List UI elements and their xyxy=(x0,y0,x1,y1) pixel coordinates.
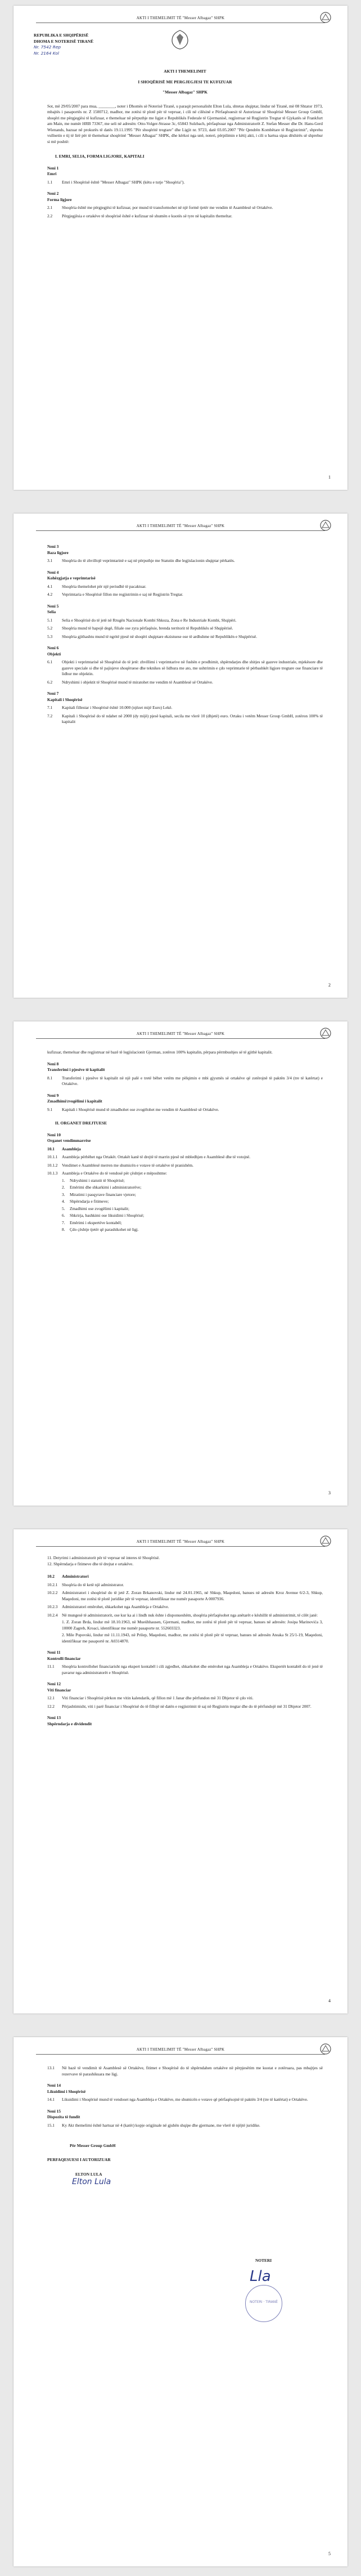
clause-6-1: 6.1 Objekti i veprimtarisë së Shoqërisë do të jetë: zhvillimi i veprimtarive në fushën e prodhimit, shpërndarjes dhe shitjes së gazeve industriale, mjekësore dhe gazeve speciale si dhe të pajisjeve shoqëruese dhe teknikes së lidhura me ato, me ushtrimin e çdo veprimtarie të përbashkët ligjore tregtare ose financiare të lidhur me objektin. xyxy=(47,659,323,676)
list-item: 12. Shpërndarja e fitimeve dhe të drejtat e ortakëve. xyxy=(47,1561,134,1566)
authorized-rep-label: PERFAQESUESI I AUTORIZUAR xyxy=(47,2157,111,2162)
clause-5-3: 5.3 Shoqëria gjithashtu mund të ngritë pjesë në shoqëri shqiptare ekzistuese ose të ardhshme në Republikën e Shqipërisë. xyxy=(47,633,258,639)
albagaz-logo-icon xyxy=(319,1027,332,1039)
list-item: 6. Shkrirja, bashkimi ose likuidimi i Shoqërisë; xyxy=(62,1213,145,1218)
title-act: AKTI I THEMELIMIT xyxy=(164,69,206,74)
clause-8-1: 8.1 Transferimi i pjesëve të kapitalit në një palë e tretë bëhet vetëm me pëlqimin e mbi gjysmës së ortakëve që zotërojnë të paktën 3/4 (tre të katërtat) e Ortakëve. xyxy=(47,1075,323,1086)
list-item: 7. Emërimi i ekspertëve kontabël; xyxy=(62,1220,122,1225)
clause-10-2-3: 10.2.3 Administratori emërohet, shkarkohet nga Asambleja e Ortakëve. xyxy=(47,1604,169,1609)
article-11-title: Kontrolli financiar xyxy=(47,1655,81,1661)
page-1 xyxy=(13,6,348,490)
article-15-title: Dispozita të fundit xyxy=(47,2114,80,2119)
list-item: 1. Ndryshimi i statutit të Shoqërisë; xyxy=(62,1177,125,1183)
clause-3-1: 3.1 Shoqëria do të zhvillojë veprimtarinë e saj në përputhje me Statutin dhe legjislacionin shqiptar përkatës. xyxy=(47,558,235,563)
clause-6-2: 6.2 Ndryshimi i objektit të Shoqërisë mund të miratohet me vendim të Asamblesë së Ortakëve. xyxy=(47,679,213,685)
clause-15-1: 15.1 Ky Akt themelimi është hartuar në 4 (katër) kopje origjinale në gjuhën shqipe dhe gjermane, me vlerë të njëjtë juridike. xyxy=(47,2122,260,2128)
article-5-number: Neni 5 xyxy=(47,603,59,609)
clause-10-2-2: 10.2.2 Administratori i shoqërisë do të jetë Z. Zoran Brkanovski, lindur më 24.01.1965, në Shkup, Maqedoni, banues në adresën Kroz Avenue 6/2-3, Shkup, Maqedoni, me zotësi të plotë juridike për të vepruar, identifikuar me numër pasaporte A 0007936. xyxy=(47,1590,323,1601)
title-company-type: I SHOQËRISË ME PERGJEGJESI TE KUFIZUAR xyxy=(138,79,232,84)
article-9-number: Neni 9 xyxy=(47,1092,59,1098)
clause-13-1: 13.1 Në bazë të vendimit të Asamblesë së Ortakëve, fitimet e Shoqërisë do të shpërndahen ortakëve në përpjesëtim me kuotat e zotëruara, pas mbajtjes së rezervave të parashikuara me ligj. xyxy=(47,2065,323,2077)
article-3-number: Neni 3 xyxy=(47,544,59,549)
article-2-number: Neni 2 xyxy=(47,191,59,196)
albagaz-logo-icon xyxy=(319,2043,332,2055)
article-14-number: Neni 14 xyxy=(47,2083,61,2088)
clause-12-2: 12.2 Përjashtimisht, viti i parë financiar i Shoqërisë do të fillojë në datën e regjistrimit të saj në Regjistrin tregtar dhe do të përfundojë më 31 Dhjetor 2007. xyxy=(47,1703,312,1709)
article-15-number: Neni 15 xyxy=(47,2108,61,2114)
article-7-title: Kapitali i Shoqërisë xyxy=(47,697,83,702)
republic-heading: REPUBLIKA E SHQIPËRISË xyxy=(34,33,89,38)
clause-10-2: 10.2 Administratori xyxy=(47,1574,89,1579)
page-number: 1 xyxy=(328,475,331,480)
page-number: 5 xyxy=(328,2551,331,2556)
article-6-title: Objekti xyxy=(47,651,61,657)
signature-elton-lula: Elton Lula xyxy=(72,2177,111,2186)
intro-paragraph: Sot, më 29/05/2007 para mua, ________, noter i Dhomës së Noterisë Tiranë, u paraqit personalisht Elton Lula, shtetas shqiptar, lindur në Tiranë, më 08 Shtator 1973, mbajtës i pasaportës nr. Z 1500712, madhor, me zotësi të plotë për të vepruar, i cili në cilësinë e Përfaqësuesit të Autorizuar të Shoqërisë Messer Group GmbH, shoqëri me përgjegjësi të kufizuar, e themeluar në përputhje me ligjet e Republikës Federale të Gjermanisë, regjistruar në Regjistrin Tregtar të Gjykatës së Frankfurt am Main, me numër HRB 73367, me seli në adresën: Otto-Volger-Strasse 3c, 65843 Sulzbach, përfaqësuar nga Administratorët Z. Stefan Messer dhe Dr. Hans-Gerd Wienands, bazuar në prokurës të datës 19.11.1995 "Për shoqëritë tregtare" dhe Ligjit nr. 9723, datë 03.05.2007 "Për Qendrën Kombëtare të Regjistrimit", shprehu vullnetin e tij të lirë për të themeluar shoqërinë "Messer Albagaz" SHPK, dhe kërkoi nga unë, noteri, përpilimin e këtij akti, i cili u hartua sipas dëshirës së shprehur si më poshtë: xyxy=(47,103,323,144)
section-ii-heading: II. ORGANET DREJTUESE xyxy=(55,1120,107,1126)
page-3 xyxy=(13,1021,348,1506)
board-member-1: 1. Z. Zoran Brda, lindur më 18.10.1963, në Mueühhausen, Gjermani, madhor, me zotësi të plotë për të vepruar, banues në adresën: Josipa Marinovića 3, 10000 Zagreb, Kroaci, identifikuar me numër pasaporte nr. 552603323. xyxy=(62,1619,323,1631)
article-4-number: Neni 4 xyxy=(47,569,59,575)
page-number: 4 xyxy=(328,1998,331,2003)
board-member-2: 2. Mile Popovski, lindur më 11.11.1943, në Prilep, Maqedoni, madhor, me zotësi të plotë për të vepruar, banues në adresën Ateaka St 25/1-19, Maqedoni, identifikuar me pasaportë nr. A0314870. xyxy=(62,1632,323,1644)
running-header: AKTI I THEMELIMIT TË "Messer Albagaz" SHPK xyxy=(36,2046,325,2055)
article-8-title: Transferimi i pjesëve të kapitalit xyxy=(47,1067,105,1072)
clause-11-1: 11.1 Shoqëria kontrollohet financiarisht nga ekspert kontabël i cili zgjedhet, shkarkohet dhe emërohet nga Asambleja e Ortakëve. Ekspertët kontabël do të jenë të pavarur nga administratorët e Shoqërisë. xyxy=(47,1664,323,1675)
article-6-number: Neni 6 xyxy=(47,645,59,650)
title-company-name: "Messer Albagaz" SHPK xyxy=(163,90,207,95)
page-number: 3 xyxy=(328,1490,331,1495)
article-13-title: Shpërndarja e dividendit xyxy=(47,1721,92,1726)
continued-paragraph: kufizuar, themeluar dhe regjistruar në bazë të legjislacionit Gjerman, zotëron 100% kapitalin, përpara përmbushjes së të gjithë kapitalit. xyxy=(47,1050,273,1055)
list-item: 11. Detyrimi i administratorit për të vepruar në interes të Shoqërisë. xyxy=(47,1555,160,1560)
clause-7-1: 7.1 Kapitali fillestar i Shoqërisë është 10.000 (njëzet mijë Euro) Lekë. xyxy=(47,705,173,710)
article-4-title: Kohëzgjatja e veprimtarisë xyxy=(47,575,96,581)
clause-4-2: 4.2 Veprimtaria e Shoqërisë fillon me regjistrimin e saj në Regjistrin Tregtar. xyxy=(47,592,183,597)
page-number: 2 xyxy=(328,983,331,988)
article-12-title: Viti financiar xyxy=(47,1687,71,1693)
signatory-name: ELTON LULA xyxy=(75,2172,102,2177)
notary-label: NOTERI xyxy=(255,2258,272,2263)
list-item: 2. Emërimi dhe shkarkimi i administratorëve; xyxy=(62,1185,142,1190)
notary-stamp: NOTERI · TIRANË xyxy=(245,2285,282,2322)
albagaz-logo-icon xyxy=(319,1535,332,1547)
clause-1-1: 1.1 Emri i Shoqërisë është "Messer Albagaz" SHPK (këtu e tutje "Shoqëria"). xyxy=(47,179,185,185)
clause-4-1: 4.1 Shoqëria themelohet për një periudhë të pacaktuar. xyxy=(47,583,147,589)
article-7-number: Neni 7 xyxy=(47,691,59,696)
article-3-title: Baza ligjore xyxy=(47,550,69,555)
running-header: AKTI I THEMELIMIT TË "Messer Albagaz" SHPK xyxy=(36,523,325,531)
clause-10-1-2: 10.1.2 Vendimet e Asamblesë merren me shumicën e votave të ortakëve të pranishëm. xyxy=(47,1162,193,1168)
running-header: AKTI I THEMELIMIT TË "Messer Albagaz" SHPK xyxy=(36,1030,325,1039)
page-2 xyxy=(13,514,348,998)
running-header: AKTI I THEMELIMIT TË "Messer Albagaz" SHPK xyxy=(36,1538,325,1547)
article-14-title: Likuidimi i Shoqërisë xyxy=(47,2088,86,2094)
clause-5-2: 5.2 Shoqëria mund të hapojë degë, filiale ose zyra përfaqësie, brenda territorit të Republikës së Shqipërisë. xyxy=(47,626,233,631)
clause-10-1: 10.1 Asambleja xyxy=(47,1146,81,1151)
article-10-number: Neni 10 xyxy=(47,1132,61,1137)
list-item: 4. Shpërndarja e fitimeve; xyxy=(62,1199,109,1204)
clause-12-1: 12.1 Viti financiar i Shoqërisë përkon me vitin kalendarik, që fillon më 1 Janar dhe përfundon më 31 Dhjetor të çdo viti. xyxy=(47,1695,254,1700)
clause-2-1: 2.1 Shoqëria është me përgjegjësi të kufizuar, por mund të transformohet në një formë tjetër me vendim të Asamblesë së Ortakëve. xyxy=(47,205,273,210)
article-2-title: Forma ligjore xyxy=(47,197,72,202)
albagaz-logo-icon xyxy=(319,519,332,532)
clause-10-1-1: 10.1.1 Asambleja përbëhet nga Ortakët. Ortakët kanë të drejtë të marrin pjesë në mbledhjen e Asamblesë dhe të votojnë. xyxy=(47,1154,251,1159)
article-1-title: Emri xyxy=(47,171,57,176)
clause-14-1: 14.1 Likuidimi i Shoqërisë mund të vendoset nga Asambleja e Ortakëve, me shumicën e votave që përfaqësojnë të paktën 3/4 (tre të katërtat) e Ortakëve. xyxy=(47,2097,308,2102)
article-1-number: Neni 1 xyxy=(47,165,59,171)
clause-7-2: 7.2 Kapitali i Shoqërisë do të ndahet në 2000 (dy mijë) pjesë kapitali, secila me vlerë 10 (dhjetë) euro. Ortaku i vetëm Messer Group GmbH, zotëron 100% të kapitalit xyxy=(47,713,323,724)
kol-number: Nr. 2164 Kol xyxy=(34,50,59,56)
list-item: 3. Miratimi i pasqyrave financiare vjetore; xyxy=(62,1191,136,1197)
list-item: 5. Zmadhimi ose zvogëlimi i kapitalit; xyxy=(62,1206,129,1211)
page-5 xyxy=(13,2037,348,2566)
clause-5-1: 5.1 Selia e Shoqërisë do të jetë në Rrugën Nacionale Kombi Shkoza, Zona e Re Industriale Kombi, Shqipëri. xyxy=(47,617,237,623)
running-header: AKTI I THEMELIMIT TË "Messer Albagaz" SHPK xyxy=(36,15,325,23)
article-10-title: Organet vendimmarrëse xyxy=(47,1138,91,1143)
rep-number: Nr. 7542 Rep xyxy=(34,44,61,50)
clause-10-2-4: 10.2.4 Në mungesë të administratorit, ose kur ka ai i lindh nuk ështe i disponueshëm, shoqëria përfaqësohet nga anëtarët e këshillit të administrimit, të cilët janë: xyxy=(47,1612,318,1618)
clause-2-2: 2.2 Përgjegjësia e ortakëve të shoqërisë është e kufizuar në shumën e kuotës së tyre në kapitalin themeltar. xyxy=(47,213,232,218)
notary-chamber: DHOMA E NOTERISË TIRANË xyxy=(34,38,94,44)
section-i-heading: I. EMRI, SELIA, FORMA LIGJORE, KAPITALI xyxy=(55,154,145,159)
article-9-title: Zmadhimi/zvogëlimi i kapitalit xyxy=(47,1099,102,1104)
notary-signature: Lla xyxy=(250,2268,271,2285)
article-12-number: Neni 12 xyxy=(47,1681,61,1686)
article-13-number: Neni 13 xyxy=(47,1715,61,1720)
page-4 xyxy=(13,1529,348,2014)
clause-10-2-1: 10.2.1 Shoqëria do të ketë një administrator. xyxy=(47,1582,124,1587)
article-8-number: Neni 8 xyxy=(47,1061,59,1066)
albagaz-logo-icon xyxy=(319,11,332,24)
article-5-title: Selia xyxy=(47,609,56,614)
article-11-number: Neni 11 xyxy=(47,1650,61,1655)
list-item: 8. Çdo çështje tjetër që parashikohet në ligj. xyxy=(62,1227,139,1232)
clause-9-1: 9.1 Kapitali i Shoqërisë mund të zmadhohet ose zvogëlohet me vendim të Asamblesë së Ortakëve. xyxy=(47,1106,219,1112)
emblem-icon xyxy=(169,28,191,51)
for-company: Për Messer Group GmbH xyxy=(70,2143,116,2148)
clause-10-1-3: 10.1.3 Asambleja e Ortakëve do të vendosë për çështjet e mëposhtme: xyxy=(47,1171,167,1176)
